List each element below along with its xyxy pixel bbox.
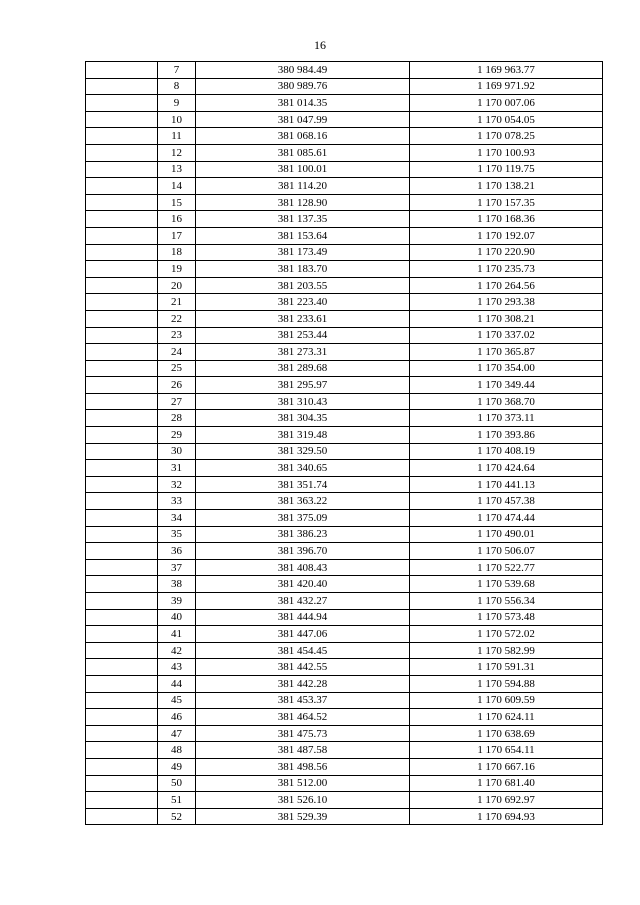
y-coordinate-cell: 1 170 490.01 xyxy=(410,526,603,543)
point-number-cell: 27 xyxy=(158,393,196,410)
y-coordinate-cell: 1 170 609.59 xyxy=(410,692,603,709)
point-number-cell: 39 xyxy=(158,593,196,610)
table-row xyxy=(86,327,603,344)
table-row xyxy=(86,576,603,593)
empty-cell xyxy=(86,427,158,444)
x-coordinate-cell: 381 454.45 xyxy=(196,642,410,659)
point-number-cell: 24 xyxy=(158,344,196,361)
y-coordinate-cell: 1 170 654.11 xyxy=(410,742,603,759)
x-coordinate-cell: 381 085.61 xyxy=(196,144,410,161)
coordinates-table xyxy=(85,61,603,825)
y-coordinate-cell: 1 170 078.25 xyxy=(410,128,603,145)
empty-cell xyxy=(86,261,158,278)
y-coordinate-cell: 1 170 220.90 xyxy=(410,244,603,261)
empty-cell xyxy=(86,476,158,493)
point-number-cell: 14 xyxy=(158,178,196,195)
x-coordinate-cell: 381 512.00 xyxy=(196,775,410,792)
x-coordinate-cell: 381 529.39 xyxy=(196,808,410,825)
point-number-cell: 46 xyxy=(158,709,196,726)
empty-cell xyxy=(86,277,158,294)
empty-cell xyxy=(86,526,158,543)
table-row xyxy=(86,111,603,128)
point-number-cell: 45 xyxy=(158,692,196,709)
empty-cell xyxy=(86,792,158,809)
empty-cell xyxy=(86,144,158,161)
point-number-cell: 12 xyxy=(158,144,196,161)
table-row xyxy=(86,476,603,493)
empty-cell xyxy=(86,808,158,825)
y-coordinate-cell: 1 170 308.21 xyxy=(410,310,603,327)
point-number-cell: 20 xyxy=(158,277,196,294)
x-coordinate-cell: 381 498.56 xyxy=(196,758,410,775)
y-coordinate-cell: 1 170 441.13 xyxy=(410,476,603,493)
empty-cell xyxy=(86,675,158,692)
table-row xyxy=(86,377,603,394)
point-number-cell: 19 xyxy=(158,261,196,278)
x-coordinate-cell: 381 223.40 xyxy=(196,294,410,311)
empty-cell xyxy=(86,559,158,576)
table-row xyxy=(86,510,603,527)
point-number-cell: 17 xyxy=(158,227,196,244)
point-number-cell: 38 xyxy=(158,576,196,593)
point-number-cell: 25 xyxy=(158,360,196,377)
x-coordinate-cell: 381 475.73 xyxy=(196,725,410,742)
x-coordinate-cell: 381 432.27 xyxy=(196,593,410,610)
y-coordinate-cell: 1 170 573.48 xyxy=(410,609,603,626)
table-row xyxy=(86,559,603,576)
x-coordinate-cell: 381 464.52 xyxy=(196,709,410,726)
x-coordinate-cell: 381 329.50 xyxy=(196,443,410,460)
empty-cell xyxy=(86,609,158,626)
table-row xyxy=(86,194,603,211)
table-row xyxy=(86,692,603,709)
x-coordinate-cell: 381 526.10 xyxy=(196,792,410,809)
empty-cell xyxy=(86,410,158,427)
x-coordinate-cell: 381 137.35 xyxy=(196,211,410,228)
empty-cell xyxy=(86,543,158,560)
point-number-cell: 40 xyxy=(158,609,196,626)
empty-cell xyxy=(86,344,158,361)
table-row xyxy=(86,128,603,145)
table-row xyxy=(86,211,603,228)
table-row xyxy=(86,294,603,311)
empty-cell xyxy=(86,626,158,643)
y-coordinate-cell: 1 170 054.05 xyxy=(410,111,603,128)
x-coordinate-cell: 381 319.48 xyxy=(196,427,410,444)
point-number-cell: 50 xyxy=(158,775,196,792)
point-number-cell: 36 xyxy=(158,543,196,560)
empty-cell xyxy=(86,443,158,460)
empty-cell xyxy=(86,194,158,211)
x-coordinate-cell: 381 183.70 xyxy=(196,261,410,278)
y-coordinate-cell: 1 170 354.00 xyxy=(410,360,603,377)
point-number-cell: 48 xyxy=(158,742,196,759)
point-number-cell: 22 xyxy=(158,310,196,327)
empty-cell xyxy=(86,95,158,112)
y-coordinate-cell: 1 170 100.93 xyxy=(410,144,603,161)
table-row xyxy=(86,609,603,626)
y-coordinate-cell: 1 170 373.11 xyxy=(410,410,603,427)
y-coordinate-cell: 1 170 594.88 xyxy=(410,675,603,692)
table-row xyxy=(86,775,603,792)
table-row xyxy=(86,178,603,195)
empty-cell xyxy=(86,360,158,377)
x-coordinate-cell: 381 453.37 xyxy=(196,692,410,709)
empty-cell xyxy=(86,78,158,95)
point-number-cell: 33 xyxy=(158,493,196,510)
x-coordinate-cell: 381 289.68 xyxy=(196,360,410,377)
table-row xyxy=(86,709,603,726)
x-coordinate-cell: 381 295.97 xyxy=(196,377,410,394)
table-row xyxy=(86,443,603,460)
point-number-cell: 15 xyxy=(158,194,196,211)
empty-cell xyxy=(86,294,158,311)
empty-cell xyxy=(86,111,158,128)
point-number-cell: 21 xyxy=(158,294,196,311)
empty-cell xyxy=(86,161,158,178)
table-row xyxy=(86,626,603,643)
y-coordinate-cell: 1 170 408.19 xyxy=(410,443,603,460)
y-coordinate-cell: 1 170 506.07 xyxy=(410,543,603,560)
table-row xyxy=(86,543,603,560)
empty-cell xyxy=(86,576,158,593)
empty-cell xyxy=(86,211,158,228)
empty-cell xyxy=(86,244,158,261)
table-row xyxy=(86,758,603,775)
x-coordinate-cell: 381 128.90 xyxy=(196,194,410,211)
y-coordinate-cell: 1 170 556.34 xyxy=(410,593,603,610)
y-coordinate-cell: 1 170 572.02 xyxy=(410,626,603,643)
point-number-cell: 28 xyxy=(158,410,196,427)
point-number-cell: 26 xyxy=(158,377,196,394)
y-coordinate-cell: 1 170 293.38 xyxy=(410,294,603,311)
point-number-cell: 42 xyxy=(158,642,196,659)
y-coordinate-cell: 1 170 192.07 xyxy=(410,227,603,244)
y-coordinate-cell: 1 170 365.87 xyxy=(410,344,603,361)
table-row xyxy=(86,78,603,95)
y-coordinate-cell: 1 170 522.77 xyxy=(410,559,603,576)
table-row xyxy=(86,792,603,809)
empty-cell xyxy=(86,460,158,477)
point-number-cell: 52 xyxy=(158,808,196,825)
x-coordinate-cell: 381 068.16 xyxy=(196,128,410,145)
x-coordinate-cell: 381 375.09 xyxy=(196,510,410,527)
y-coordinate-cell: 1 170 591.31 xyxy=(410,659,603,676)
empty-cell xyxy=(86,659,158,676)
point-number-cell: 31 xyxy=(158,460,196,477)
point-number-cell: 7 xyxy=(158,62,196,79)
x-coordinate-cell: 381 203.55 xyxy=(196,277,410,294)
empty-cell xyxy=(86,593,158,610)
x-coordinate-cell: 381 386.23 xyxy=(196,526,410,543)
empty-cell xyxy=(86,128,158,145)
page-number: 16 xyxy=(314,38,326,52)
x-coordinate-cell: 380 984.49 xyxy=(196,62,410,79)
point-number-cell: 49 xyxy=(158,758,196,775)
empty-cell xyxy=(86,725,158,742)
point-number-cell: 37 xyxy=(158,559,196,576)
point-number-cell: 43 xyxy=(158,659,196,676)
point-number-cell: 44 xyxy=(158,675,196,692)
point-number-cell: 9 xyxy=(158,95,196,112)
table-row xyxy=(86,642,603,659)
x-coordinate-cell: 381 351.74 xyxy=(196,476,410,493)
table-row xyxy=(86,393,603,410)
x-coordinate-cell: 381 014.35 xyxy=(196,95,410,112)
y-coordinate-cell: 1 169 971.92 xyxy=(410,78,603,95)
y-coordinate-cell: 1 170 235.73 xyxy=(410,261,603,278)
table-row xyxy=(86,360,603,377)
x-coordinate-cell: 381 442.55 xyxy=(196,659,410,676)
x-coordinate-cell: 381 310.43 xyxy=(196,393,410,410)
point-number-cell: 51 xyxy=(158,792,196,809)
x-coordinate-cell: 381 233.61 xyxy=(196,310,410,327)
table-row xyxy=(86,310,603,327)
empty-cell xyxy=(86,327,158,344)
empty-cell xyxy=(86,393,158,410)
y-coordinate-cell: 1 170 582.99 xyxy=(410,642,603,659)
table-row xyxy=(86,659,603,676)
empty-cell xyxy=(86,227,158,244)
table-row xyxy=(86,62,603,79)
x-coordinate-cell: 380 989.76 xyxy=(196,78,410,95)
x-coordinate-cell: 381 442.28 xyxy=(196,675,410,692)
empty-cell xyxy=(86,62,158,79)
x-coordinate-cell: 381 396.70 xyxy=(196,543,410,560)
point-number-cell: 35 xyxy=(158,526,196,543)
point-number-cell: 18 xyxy=(158,244,196,261)
coordinates-table-body xyxy=(86,62,603,825)
y-coordinate-cell: 1 170 692.97 xyxy=(410,792,603,809)
table-row xyxy=(86,493,603,510)
y-coordinate-cell: 1 170 694.93 xyxy=(410,808,603,825)
empty-cell xyxy=(86,377,158,394)
y-coordinate-cell: 1 170 368.70 xyxy=(410,393,603,410)
y-coordinate-cell: 1 170 681.40 xyxy=(410,775,603,792)
empty-cell xyxy=(86,742,158,759)
empty-cell xyxy=(86,692,158,709)
x-coordinate-cell: 381 273.31 xyxy=(196,344,410,361)
table-row xyxy=(86,161,603,178)
x-coordinate-cell: 381 304.35 xyxy=(196,410,410,427)
table-row xyxy=(86,526,603,543)
table-row xyxy=(86,427,603,444)
y-coordinate-cell: 1 170 624.11 xyxy=(410,709,603,726)
y-coordinate-cell: 1 170 638.69 xyxy=(410,725,603,742)
y-coordinate-cell: 1 170 539.68 xyxy=(410,576,603,593)
table-row xyxy=(86,244,603,261)
x-coordinate-cell: 381 047.99 xyxy=(196,111,410,128)
table-row xyxy=(86,460,603,477)
x-coordinate-cell: 381 340.65 xyxy=(196,460,410,477)
point-number-cell: 11 xyxy=(158,128,196,145)
y-coordinate-cell: 1 170 119.75 xyxy=(410,161,603,178)
table-row xyxy=(86,144,603,161)
y-coordinate-cell: 1 170 457.38 xyxy=(410,493,603,510)
point-number-cell: 34 xyxy=(158,510,196,527)
y-coordinate-cell: 1 169 963.77 xyxy=(410,62,603,79)
table-row xyxy=(86,675,603,692)
table-row xyxy=(86,593,603,610)
y-coordinate-cell: 1 170 337.02 xyxy=(410,327,603,344)
point-number-cell: 13 xyxy=(158,161,196,178)
table-row xyxy=(86,808,603,825)
x-coordinate-cell: 381 444.94 xyxy=(196,609,410,626)
y-coordinate-cell: 1 170 157.35 xyxy=(410,194,603,211)
y-coordinate-cell: 1 170 168.36 xyxy=(410,211,603,228)
table-row xyxy=(86,261,603,278)
point-number-cell: 29 xyxy=(158,427,196,444)
x-coordinate-cell: 381 153.64 xyxy=(196,227,410,244)
x-coordinate-cell: 381 408.43 xyxy=(196,559,410,576)
y-coordinate-cell: 1 170 138.21 xyxy=(410,178,603,195)
empty-cell xyxy=(86,310,158,327)
y-coordinate-cell: 1 170 349.44 xyxy=(410,377,603,394)
point-number-cell: 16 xyxy=(158,211,196,228)
x-coordinate-cell: 381 487.58 xyxy=(196,742,410,759)
y-coordinate-cell: 1 170 667.16 xyxy=(410,758,603,775)
point-number-cell: 23 xyxy=(158,327,196,344)
y-coordinate-cell: 1 170 007.06 xyxy=(410,95,603,112)
table-row xyxy=(86,742,603,759)
x-coordinate-cell: 381 447.06 xyxy=(196,626,410,643)
y-coordinate-cell: 1 170 264.56 xyxy=(410,277,603,294)
empty-cell xyxy=(86,493,158,510)
empty-cell xyxy=(86,510,158,527)
table-row xyxy=(86,410,603,427)
table-row xyxy=(86,95,603,112)
point-number-cell: 32 xyxy=(158,476,196,493)
table-row xyxy=(86,227,603,244)
x-coordinate-cell: 381 420.40 xyxy=(196,576,410,593)
empty-cell xyxy=(86,642,158,659)
table-row xyxy=(86,344,603,361)
point-number-cell: 10 xyxy=(158,111,196,128)
point-number-cell: 30 xyxy=(158,443,196,460)
table-row xyxy=(86,725,603,742)
point-number-cell: 8 xyxy=(158,78,196,95)
y-coordinate-cell: 1 170 393.86 xyxy=(410,427,603,444)
y-coordinate-cell: 1 170 474.44 xyxy=(410,510,603,527)
x-coordinate-cell: 381 100.01 xyxy=(196,161,410,178)
x-coordinate-cell: 381 114.20 xyxy=(196,178,410,195)
y-coordinate-cell: 1 170 424.64 xyxy=(410,460,603,477)
empty-cell xyxy=(86,178,158,195)
table-row xyxy=(86,277,603,294)
x-coordinate-cell: 381 253.44 xyxy=(196,327,410,344)
point-number-cell: 47 xyxy=(158,725,196,742)
empty-cell xyxy=(86,758,158,775)
empty-cell xyxy=(86,709,158,726)
x-coordinate-cell: 381 173.49 xyxy=(196,244,410,261)
empty-cell xyxy=(86,775,158,792)
x-coordinate-cell: 381 363.22 xyxy=(196,493,410,510)
point-number-cell: 41 xyxy=(158,626,196,643)
